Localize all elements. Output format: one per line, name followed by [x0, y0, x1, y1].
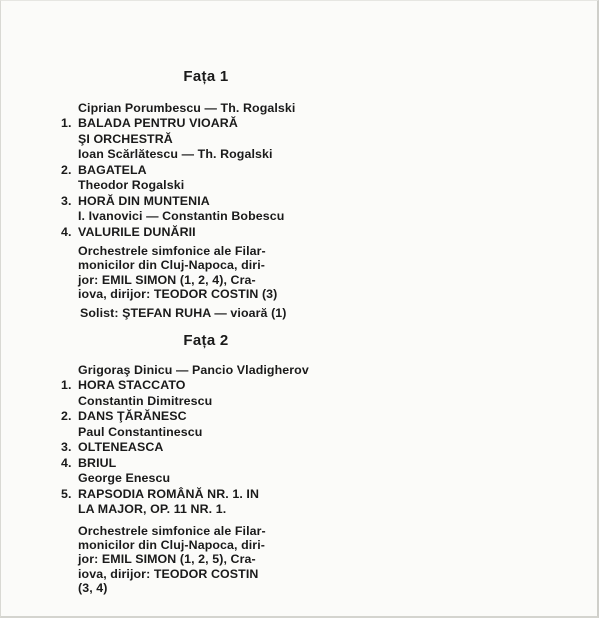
track-title: RAPSODIA ROMÂNĂ NR. 1. IN: [78, 486, 260, 501]
composer-line: Ciprian Porumbescu — Th. Rogalski: [78, 100, 296, 115]
side-1-tracks: [61, 101, 351, 241]
track-number: 1.: [61, 378, 72, 393]
composer-line: Grigoraş Dinicu — Pancio Vladigherov: [78, 362, 309, 377]
side-1-title: Fața 1: [183, 68, 229, 85]
track-number: 2.: [61, 409, 72, 424]
composer-line: Ioan Scărlătescu — Th. Rogalski: [78, 147, 273, 161]
track-line: [61, 225, 351, 241]
track-title: BAGATELA: [78, 162, 147, 177]
note-line: monicilor din Cluj-Napoca, diri-: [78, 258, 266, 273]
side-2-title: Fața 2: [183, 332, 229, 350]
track-line: [61, 163, 351, 179]
note-line: monicilor din Cluj-Napoca, diri-: [78, 538, 266, 553]
track-number: 4.: [61, 455, 72, 470]
note-line: Orchestrele simfonice ale Filar-: [78, 244, 266, 258]
track-line: [61, 456, 351, 472]
track-title: HORA STACCATO: [78, 378, 186, 393]
track-number: 3.: [61, 193, 72, 208]
side-2-tracks: [61, 363, 351, 518]
note-line: jor: EMIL SIMON (1, 2, 5), Cra-: [78, 552, 256, 567]
track-title: HORĂ DIN MUNTENIA: [78, 193, 210, 208]
note-line: iova, dirijor: TEODOR COSTIN (3): [78, 287, 278, 302]
track-line: [61, 487, 351, 503]
composer-line: Constantin Dimitrescu: [78, 393, 213, 408]
track-line: [61, 409, 351, 425]
composer-line: I. Ivanovici — Constantin Bobescu: [78, 209, 285, 223]
track-number: 3.: [61, 440, 72, 455]
note-line: jor: EMIL SIMON (1, 2, 4), Cra-: [78, 272, 256, 287]
track-line: [61, 116, 351, 132]
track-line: [61, 194, 351, 210]
performers-note: [61, 524, 351, 596]
track-number: 2.: [61, 162, 72, 177]
soloist-line: Solist: ŞTEFAN RUHA — vioară (1): [80, 305, 287, 320]
track-title: BALADA PENTRU VIOARĂ: [78, 116, 238, 130]
track-listing: [61, 69, 351, 596]
composer-line: Paul Constantinescu: [78, 424, 203, 439]
composer-line: George Enescu: [78, 471, 171, 486]
track-title: VALURILE DUNĂRII: [78, 224, 196, 239]
track-title: DANS ŢĂRĂNESC: [78, 409, 187, 424]
track-line: [61, 440, 351, 456]
note-line: Orchestrele simfonice ale Filar-: [78, 523, 266, 538]
track-title: BRIUL: [78, 455, 117, 470]
track-number: 1.: [61, 116, 72, 130]
track-title-continued: ŞI ORCHESTRĂ: [78, 131, 173, 146]
note-line: (3, 4): [78, 581, 108, 596]
track-number: 5.: [61, 486, 72, 501]
track-title-continued: LA MAJOR, OP. 11 NR. 1.: [78, 502, 227, 517]
track-title: OLTENEASCA: [78, 440, 164, 455]
track-line: [61, 378, 351, 394]
composer-line: Theodor Rogalski: [78, 178, 185, 192]
track-number: 4.: [61, 224, 72, 239]
note-line: iova, dirijor: TEODOR COSTIN: [78, 566, 259, 581]
performers-note: [61, 244, 351, 302]
